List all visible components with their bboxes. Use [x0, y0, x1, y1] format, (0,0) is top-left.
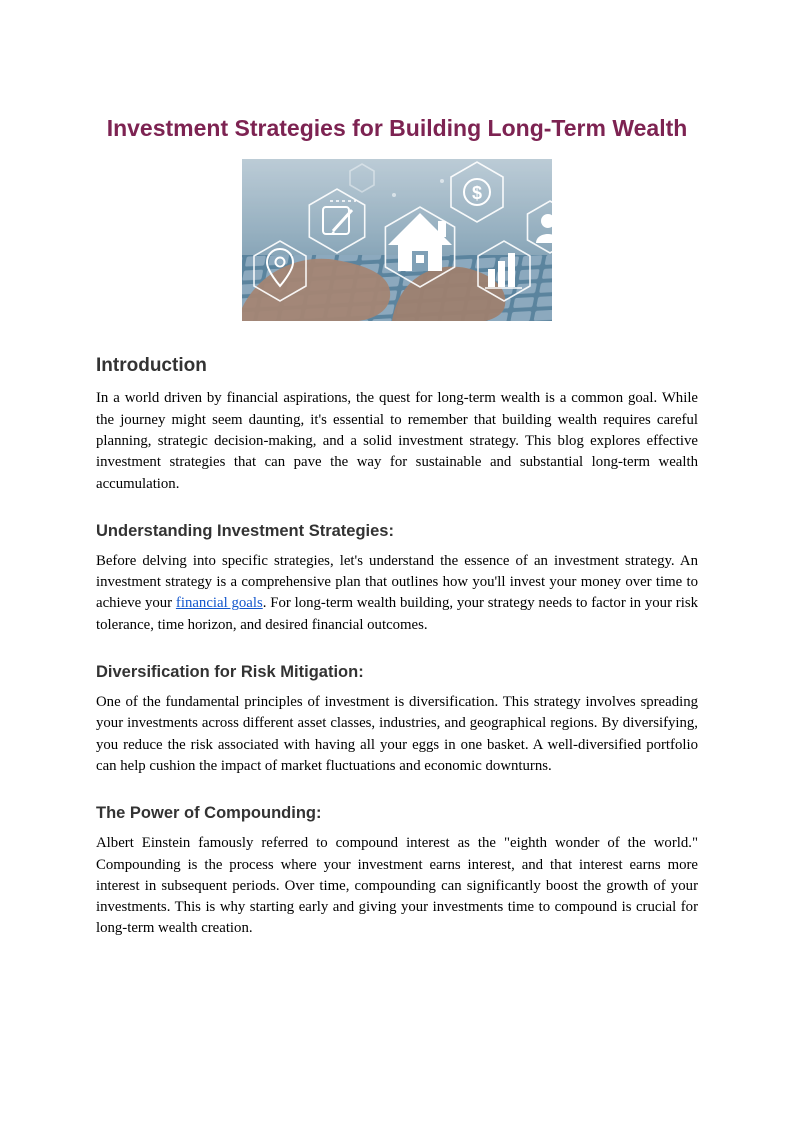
paragraph-text-after-link: . For long-term wealth building, your strategy needs to factor in your risk tolerance, time horizon, and desired financial outcomes.	[96, 595, 698, 633]
section-heading-understanding: Understanding Investment Strategies:	[96, 521, 394, 540]
compounding-paragraph: Albert Einstein famously referred to compound interest as the "eighth wonder of the world." Compounding is the process where your investment earns interest, and that interest earns more interest in subsequent periods. Over time, compounding can significantly boost the growth of your investments. This is why starting early and giving your investments time to compound is crucial for long-term wealth creation.	[96, 835, 698, 937]
page-title: Investment Strategies for Building Long-Term Wealth	[106, 115, 688, 141]
svg-text:$: $	[471, 183, 483, 204]
introduction-paragraph: In a world driven by financial aspirations, the quest for long-term wealth is a common goal. While the journey might seem daunting, it's essential to remember that building wealth requires careful planning, strategic decision-making, and a solid investment strategy. This blog explores effective investment strategies that can pave the way for sustainable and substantial long-term wealth accumulation.	[96, 390, 698, 492]
section-heading-compounding: The Power of Compounding:	[96, 804, 322, 823]
section-introduction	[96, 355, 698, 494]
diversification-paragraph: One of the fundamental principles of investment is diversification. This strategy involves spreading your investments across different asset classes, industries, and geographical regions. By diversifying, you reduce the risk associated with having all your eggs in one basket. A well-diversified portfolio can help cushion the impact of market fluctuations and economic downturns.	[96, 694, 698, 774]
understanding-paragraph	[96, 551, 698, 636]
section-compounding	[96, 804, 698, 939]
financial-goals-link[interactable]: financial goals	[175, 595, 263, 612]
section-understanding	[96, 522, 698, 636]
section-diversification	[96, 663, 698, 777]
hero-image	[242, 159, 552, 321]
paragraph-text-before-link: Before delving into specific strategies, let's understand the essence of an investment strategy. An investment strategy is a comprehensive plan that outlines how you'll invest your money over time to achieve your	[96, 552, 698, 612]
section-heading-diversification: Diversification for Risk Mitigation:	[96, 663, 364, 682]
section-heading-introduction: Introduction	[96, 355, 207, 377]
